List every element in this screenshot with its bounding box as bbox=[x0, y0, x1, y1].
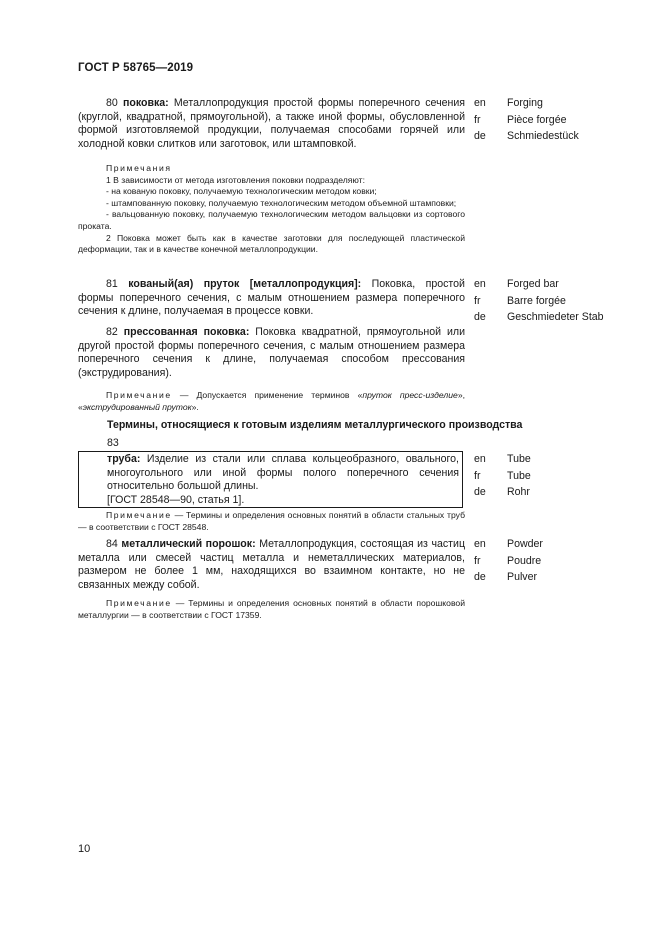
term-definition: Поковка, простой формы поперечного сечения, с малым отношением размера поперечного сечения к длине, получаемая в процессе ковки. bbox=[78, 278, 465, 318]
term-number: 80 bbox=[106, 97, 118, 109]
lang-term: Geschmiedeter Stab bbox=[507, 311, 604, 323]
term-reference: [ГОСТ 28548—90, статья 1]. bbox=[107, 493, 245, 506]
lang-code: en bbox=[474, 538, 486, 550]
term-84-note: Примечание — Термины и определения основных понятий в области порошковой металлургии — в соответствии с ГОСТ 17359. bbox=[78, 598, 465, 620]
lang-term: Tube bbox=[507, 453, 531, 465]
lang-code: de bbox=[474, 311, 486, 323]
term-80-notes bbox=[78, 163, 465, 256]
note-bullet: - штампованную поковку, получаемую технологическим методом объемной штамповки; bbox=[106, 197, 457, 208]
term-80-translations bbox=[474, 95, 579, 145]
term-definition: Поковка квадратной, прямоугольной или другой простой формы поперечного сечения, с малым отношением размера поперечного сечения к длине, получаемая способом прессования (экструдирования). bbox=[78, 326, 465, 379]
term-84-translations bbox=[474, 536, 543, 586]
term-name: прессованная поковка: bbox=[123, 326, 250, 338]
term-82-entry bbox=[78, 326, 465, 380]
document-header: ГОСТ Р 58765—2019 bbox=[78, 62, 194, 74]
note-bullet: - вальцованную поковку, получаемую технологическим методом вальцовки из сортового проката. bbox=[78, 209, 465, 231]
note-label: Примечание bbox=[106, 390, 172, 400]
term-definition: Металлопродукция, состоящая из частиц металла или смесей частиц металла и неметаллических материалов, размером не более 1 мм, находящихся во взаимном контакте, но не связанных между собой. bbox=[78, 538, 466, 591]
term-definition: Металлопродукция простой формы поперечного сечения (круглой, квадратной, прямоугольной), а также иной формы, обусловленной формой изготовляемой продукции, получаемая способами горячей или холодной ковки слитков или заготовок, или штамповкой. bbox=[78, 97, 466, 150]
note-item-2: 2 Поковка может быть как в качестве заготовки для последующей пластической деформации, так и в качестве конечной металлопродукции. bbox=[78, 232, 465, 255]
lang-term: Rohr bbox=[507, 486, 530, 498]
lang-term: Pulver bbox=[507, 571, 538, 583]
section-title: Термины, относящиеся к готовым изделиям металлургического производства bbox=[107, 419, 523, 431]
lang-term: Powder bbox=[507, 538, 543, 550]
term-name: поковка: bbox=[122, 97, 169, 109]
lang-term: Pièce forgée bbox=[507, 113, 567, 126]
term-83-entry bbox=[107, 453, 459, 507]
term-82-note: Примечание — Допускается применение терминов «пруток пресс-изделие», «экструдированный пруток». bbox=[78, 390, 466, 412]
term-number: 82 bbox=[106, 326, 118, 338]
lang-code: de bbox=[474, 486, 486, 498]
note-bullet: - на кованую поковку, получаемую технологическим методом ковки; bbox=[106, 186, 377, 197]
term-80-entry bbox=[78, 97, 465, 151]
term-definition: Изделие из стали или сплава кольцеобразного, овального, многоугольного или иной формы полого поперечного сечения относительно большой длины. bbox=[107, 453, 459, 493]
term-84-entry bbox=[78, 538, 465, 592]
lang-code: en bbox=[474, 97, 486, 109]
term-name: кованый(ая) пруток [металлопродукция]: bbox=[128, 278, 362, 290]
lang-term: Forged bar bbox=[507, 278, 559, 290]
page-number: 10 bbox=[78, 843, 91, 855]
term-83-number: 83 bbox=[107, 437, 119, 449]
lang-code: fr bbox=[474, 113, 481, 126]
lang-code: fr bbox=[474, 469, 481, 482]
note-item-1: 1 В зависимости от метода изготовления поковки подразделяют: bbox=[106, 174, 365, 185]
term-81-translations bbox=[474, 276, 604, 326]
term-name: металлический порошок: bbox=[121, 538, 256, 550]
lang-code: de bbox=[474, 571, 486, 583]
lang-code: fr bbox=[474, 554, 481, 567]
lang-term: Forging bbox=[507, 97, 543, 109]
notes-heading: Примечания bbox=[106, 163, 172, 173]
lang-code: en bbox=[474, 278, 486, 290]
lang-code: de bbox=[474, 130, 486, 142]
note-label: Примечание bbox=[106, 510, 172, 520]
lang-term: Barre forgée bbox=[507, 294, 566, 307]
lang-term: Poudre bbox=[507, 554, 542, 567]
term-number: 81 bbox=[106, 278, 118, 290]
term-name: труба: bbox=[107, 453, 141, 465]
lang-code: en bbox=[474, 453, 486, 465]
term-83-translations bbox=[474, 451, 531, 501]
term-81-entry bbox=[78, 278, 465, 319]
note-label: Примечание bbox=[106, 598, 172, 608]
term-83-note: Примечание — Термины и определения основных понятий в области стальных труб — в соответствии с ГОСТ 28548. bbox=[78, 510, 465, 532]
lang-term: Schmiedestück bbox=[507, 130, 579, 142]
lang-term: Tube bbox=[507, 469, 531, 482]
lang-code: fr bbox=[474, 294, 481, 307]
term-number: 84 bbox=[106, 538, 118, 550]
